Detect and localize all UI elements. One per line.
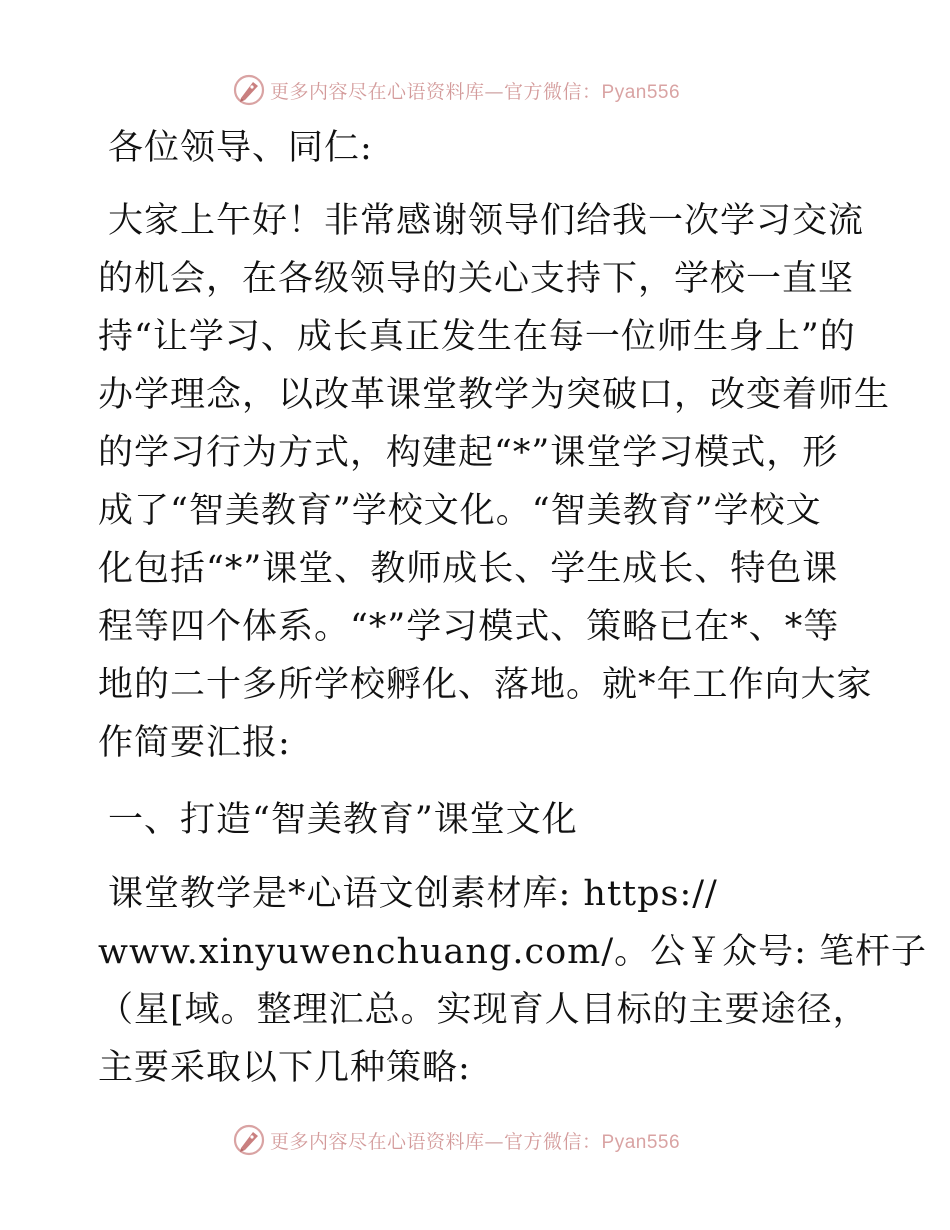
section-heading: 一、打造“智美教育”课堂文化 — [108, 800, 578, 840]
paragraph-line: 课堂教学是*心语文创素材库: https:// — [108, 874, 718, 914]
paragraph-line: 大家上午好！非常感谢领导们给我一次学习交流 — [108, 201, 865, 241]
paragraph-line: 程等四个体系。“*”学习模式、策略已在*、*等 — [98, 607, 840, 647]
banner-separator: — — [484, 1130, 505, 1153]
banner-wechat-id: Pyan556 — [601, 81, 681, 103]
paragraph-line: www.xinyuwenchuang.com/。公￥众号: 笔杆子 — [98, 932, 928, 972]
paragraph-line: 的机会，在各级领导的关心支持下，学校一直坚 — [98, 259, 855, 299]
banner-site-name: 更多内容尽在心语资料库 — [270, 80, 485, 103]
banner-separator: — — [484, 80, 505, 103]
banner-site-name: 更多内容尽在心语资料库 — [270, 1130, 485, 1153]
paragraph-line: 的学习行为方式，构建起“*”课堂学习模式，形 — [98, 433, 839, 473]
paragraph-line: 成了“智美教育”学校文化。“智美教育”学校文 — [98, 491, 822, 531]
paragraph-line: 主要采取以下几种策略: — [98, 1048, 471, 1088]
footer-watermark-banner — [232, 1122, 732, 1158]
banner-wechat-label: 官方微信： — [504, 80, 602, 103]
banner-wechat-label: 官方微信： — [504, 1130, 602, 1153]
paragraph-line: 持“让学习、成长真正发生在每一位师生身上”的 — [98, 317, 856, 357]
header-watermark-text — [270, 77, 680, 104]
paragraph-line: 作简要汇报: — [98, 723, 291, 763]
paragraph-line: 办学理念，以改革课堂教学为突破口，改变着师生 — [98, 375, 891, 415]
banner-wechat-id: Pyan556 — [601, 1131, 681, 1153]
paragraph-line: 地的二十多所学校孵化、落地。就*年工作向大家 — [98, 665, 873, 705]
pen-nib-logo-icon — [232, 1123, 266, 1157]
header-watermark-banner — [232, 72, 732, 108]
pen-nib-logo-icon — [232, 73, 266, 107]
paragraph-line: （星[域。整理汇总。实现育人目标的主要途径， — [98, 990, 869, 1030]
paragraph-line: 化包括“*”课堂、教师成长、学生成长、特色课 — [98, 549, 839, 589]
salutation: 各位领导、同仁: — [108, 128, 373, 168]
footer-watermark-text — [270, 1127, 680, 1154]
